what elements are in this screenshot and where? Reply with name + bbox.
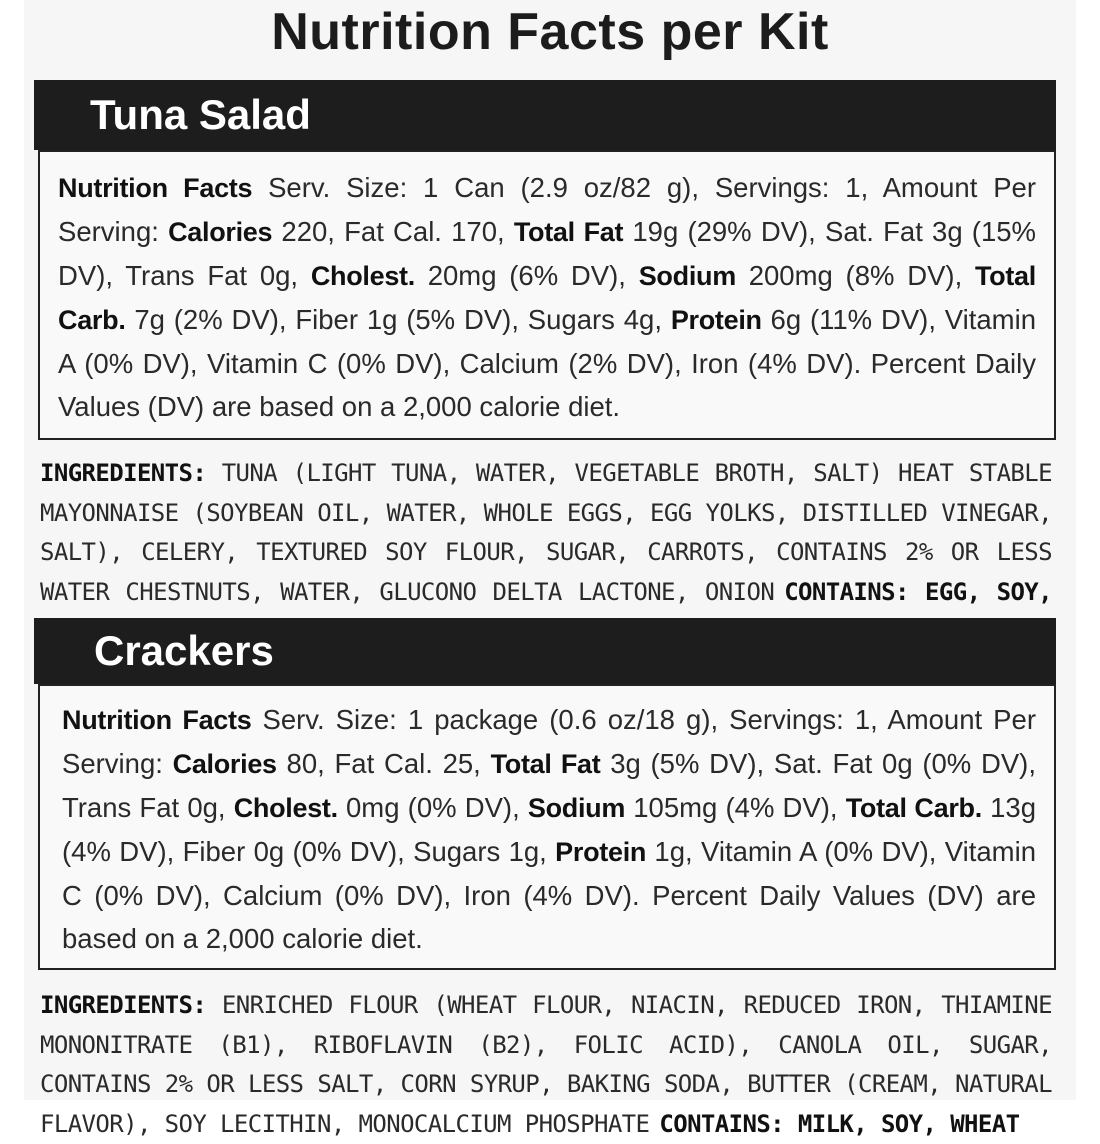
nutrition-facts-label: Nutrition Facts <box>58 173 253 203</box>
tuna-salad-section <box>34 80 1056 652</box>
nutrition-facts-label: Nutrition Facts <box>62 705 252 735</box>
section-heading: Crackers <box>34 618 1056 684</box>
protein-label: Protein <box>555 837 647 867</box>
total-carb-text: 13g (4% DV), Fiber 0g (0% DV), Sugars 1g, <box>62 792 1036 867</box>
total-carb-label: Total Carb. <box>58 261 1036 335</box>
total-carb-label: Total Carb. <box>845 793 982 823</box>
calories-text: 220, Fat Cal. 170, <box>272 216 514 247</box>
serving-text: Serv. Size: 1 Can (2.9 oz/82 g), Servings: 1, Amount Per Serving: <box>58 172 1036 247</box>
nutrition-facts-box <box>38 150 1056 440</box>
cholest-label: Cholest. <box>233 793 338 823</box>
section-heading: Tuna Salad <box>34 80 1056 150</box>
cholest-text: 20mg (6% DV), <box>414 260 639 291</box>
ingredients-block <box>34 986 1056 1144</box>
sodium-text: 105mg (4% DV), <box>625 792 846 823</box>
calories-label: Calories <box>168 217 273 247</box>
sodium-label: Sodium <box>638 261 736 291</box>
nutrition-facts-box <box>38 684 1056 970</box>
total-fat-text: 3g (5% DV), Sat. Fat 0g (0% DV), Trans Fat 0g, <box>62 748 1036 823</box>
total-carb-text: 7g (2% DV), Fiber 1g (5% DV), Sugars 4g, <box>125 304 671 335</box>
protein-text: 1g, Vitamin A (0% DV), Vitamin C (0% DV), Calcium (0% DV), Iron (4% DV). Percent Daily Values (DV) are based on a 2,000 calorie diet. <box>62 836 1036 954</box>
total-fat-label: Total Fat <box>513 217 624 247</box>
ingredients-label: INGREDIENTS: <box>40 459 207 487</box>
total-fat-label: Total Fat <box>490 749 601 779</box>
protein-label: Protein <box>670 305 762 335</box>
ingredients-text: ENRICHED FLOUR (WHEAT FLOUR, NIACIN, REDUCED IRON, THIAMINE MONONITRATE (B1), RIBOFLAVIN (B2), FOLIC ACID), CANOLA OIL, SUGAR, CONTAINS 2% OR LESS SALT, CORN SYRUP, BAKING SODA, BUTTER (CREAM, NATURAL FLAVOR), SOY LECITHIN, MONOCALCIUM PHOSPHATE <box>40 991 1052 1138</box>
sodium-label: Sodium <box>527 793 626 823</box>
sodium-text: 200mg (8% DV), <box>735 260 975 291</box>
ingredients-label: INGREDIENTS: <box>40 991 207 1019</box>
allergen-contains: CONTAINS: MILK, SOY, WHEAT <box>659 1109 1020 1138</box>
cholest-text: 0mg (0% DV), <box>337 792 528 823</box>
page-title: Nutrition Facts per Kit <box>271 3 829 61</box>
calories-text: 80, Fat Cal. 25, <box>276 748 491 779</box>
serving-text: Serv. Size: 1 package (0.6 oz/18 g), Servings: 1, Amount Per Serving: <box>62 704 1036 779</box>
ingredients-text: TUNA (LIGHT TUNA, WATER, VEGETABLE BROTH, SALT) HEAT STABLE MAYONNAISE (SOYBEAN OIL, WATER, WHOLE EGGS, EGG YOLKS, DISTILLED VINEGAR, SALT), CELERY, TEXTURED SOY FLOUR, SUGAR, CARROTS, CONTAINS 2% OR LESS WATER CHESTNUTS, WATER, GLUCONO DELTA LACTONE, ONION <box>40 459 1052 606</box>
cholest-label: Cholest. <box>310 261 415 291</box>
calories-label: Calories <box>172 749 277 779</box>
crackers-section <box>34 618 1056 1144</box>
total-fat-text: 19g (29% DV), Sat. Fat 3g (15% DV), Trans Fat 0g, <box>58 216 1036 291</box>
allergen-contains: CONTAINS: EGG, SOY, <box>784 577 1052 606</box>
protein-text: 6g (11% DV), Vitamin A (0% DV), Vitamin C (0% DV), Calcium (2% DV), Iron (4% DV). Percent Daily Values (DV) are based on a 2,000 calorie diet. <box>58 304 1036 422</box>
